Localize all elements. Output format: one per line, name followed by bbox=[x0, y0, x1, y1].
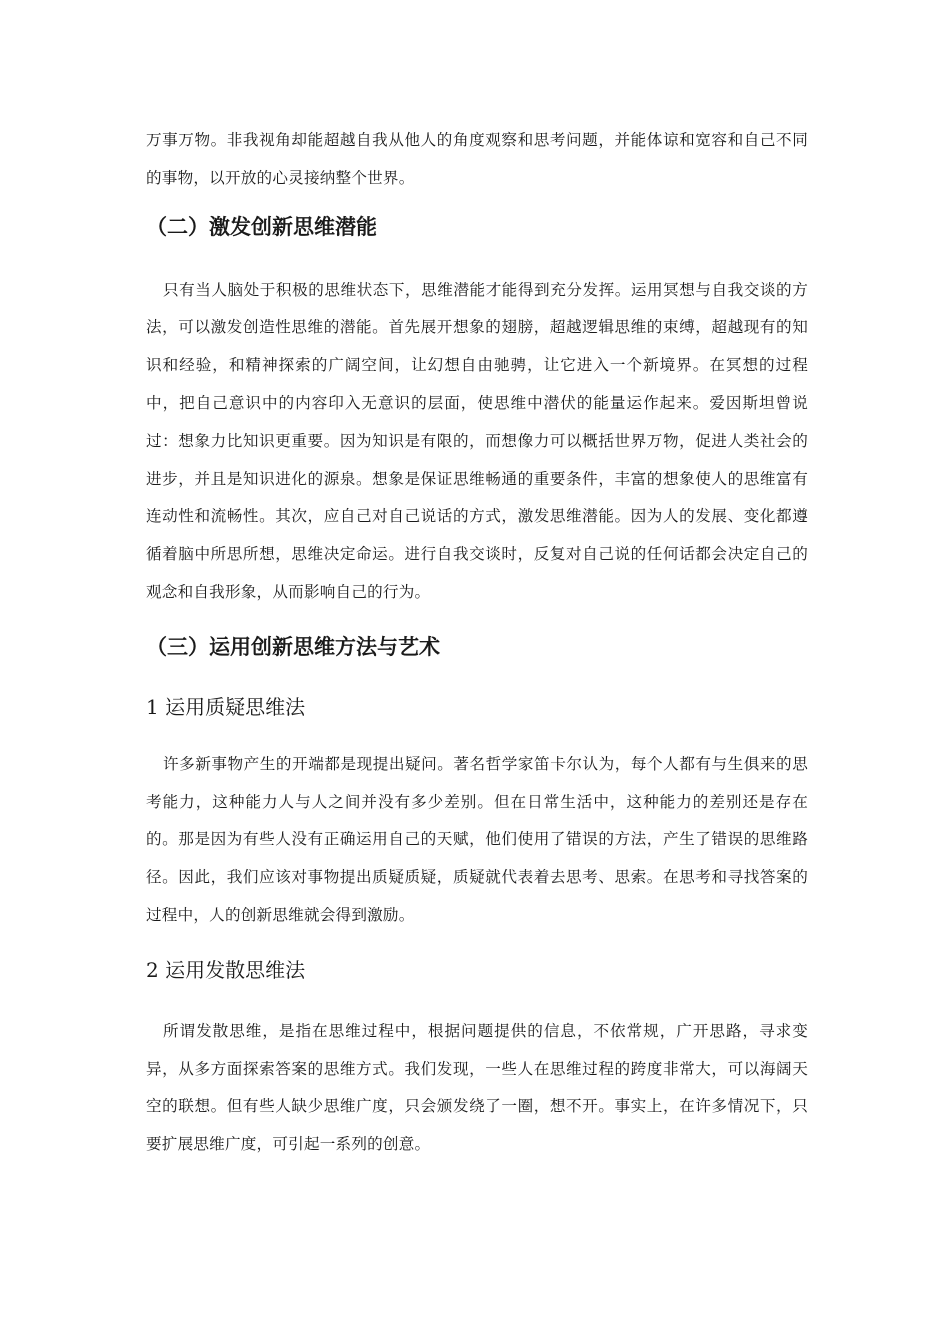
paragraph-questioning-method: 许多新事物产生的开端都是现提出疑问。著名哲学家笛卡尔认为，每个人都有与生俱来的思考能力，这种能力人与人之间并没有多少差别。但在日常生活中，这种能力的差别还是存在的。那是因为有些人没有正确运用自己的天赋，他们使用了错误的方法，产生了错误的思维路径。因此，我们应该对事物提出质疑质疑，质疑就代表着去思考、思索。在思考和寻找答案的过程中，人的创新思维就会得到激励。 bbox=[146, 754, 808, 924]
section-heading-3: （三）运用创新思维方法与艺术 bbox=[146, 634, 440, 659]
document-page bbox=[146, 122, 808, 1164]
subsection-heading-1: 1 运用质疑思维法 bbox=[146, 694, 306, 719]
paragraph-continued: 万事万物。非我视角却能超越自我从他人的角度观察和思考问题，并能体谅和宽容和自己不同的事物，以开放的心灵接纳整个世界。 bbox=[146, 131, 808, 187]
paragraph-creative-potential: 只有当人脑处于积极的思维状态下，思维潜能才能得到充分发挥。运用冥想与自我交谈的方法，可以激发创造性思维的潜能。首先展开想象的翅膀，超越逻辑思维的束缚，超越现有的知识和经验，和精神探索的广阔空间，让幻想自由驰骋，让它进入一个新境界。在冥想的过程中，把自己意识中的内容印入无意识的层面，使思维中潜伏的能量运作起来。爱因斯坦曾说过：想象力比知识更重要。因为知识是有限的，而想像力可以概括世界万物，促进人类社会的进步，并且是知识进化的源泉。想象是保证思维畅通的重要条件，丰富的想象使人的思维富有连动性和流畅性。其次，应自己对自己说话的方式，激发思维潜能。因为人的发展、变化都遵循着脑中所思所想，思维决定命运。进行自我交谈时，反复对自己说的任何话都会决定自己的观念和自我形象，从而影响自己的行为。 bbox=[146, 280, 808, 601]
paragraph-divergent-method: 所谓发散思维，是指在思维过程中，根据问题提供的信息，不依常规，广开思路，寻求变异，从多方面探索答案的思维方式。我们发现，一些人在思维过程的跨度非常大，可以海阔天空的联想。但有些人缺少思维广度，只会颁发绕了一圈，想不开。事实上，在许多情况下，只要扩展思维广度，可引起一系列的创意。 bbox=[146, 1021, 808, 1154]
section-heading-2: （二）激发创新思维潜能 bbox=[146, 214, 377, 239]
subsection-heading-2: 2 运用发散思维法 bbox=[146, 957, 306, 982]
